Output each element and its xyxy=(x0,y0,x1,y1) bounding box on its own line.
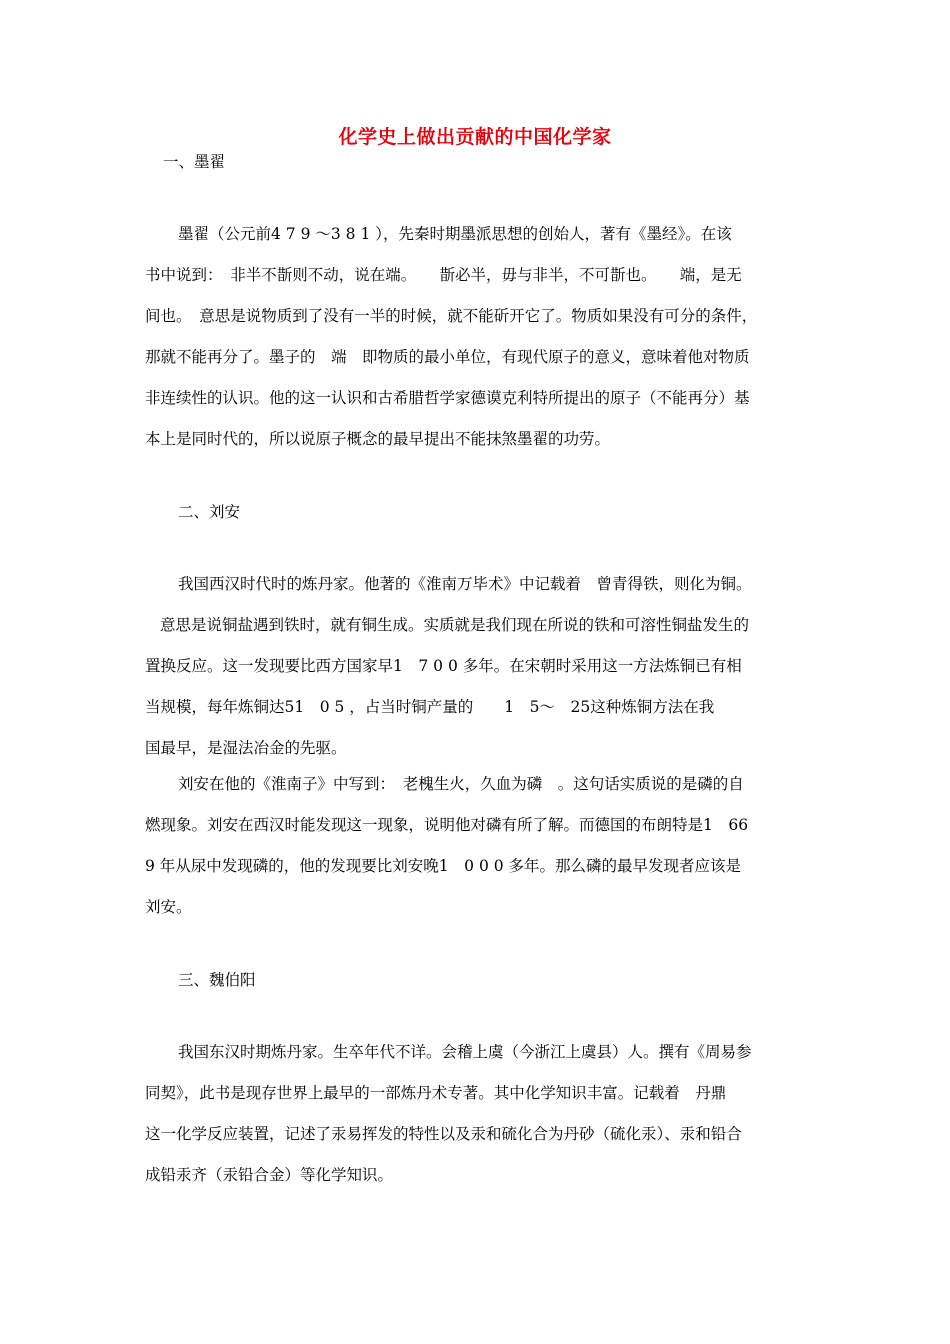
paragraph-line: 同契》，此书是现存世界上最早的一部炼丹术专著。其中化学知识丰富。记载着 丹鼎 xyxy=(145,1084,727,1102)
section-heading-1: 一、墨翟 xyxy=(163,153,226,171)
paragraph-line: 那就不能再分了。墨子的 端 即物质的最小单位，有现代原子的意义，意味着他对物质 xyxy=(145,348,750,366)
paragraph-line: 本上是同时代的，所以说原子概念的最早提出不能抹煞墨翟的功劳。 xyxy=(145,430,611,448)
paragraph-line: 我国西汉时代时的炼丹家。他著的《淮南万毕术》中记载着 曾青得铁，则化为铜。 xyxy=(178,575,752,593)
paragraph-line: 9 年从尿中发现磷的，他的发现要比刘安晚1 0 0 0 多年。那么磷的最早发现者应该是 xyxy=(145,857,742,875)
paragraph-line: 这一化学反应装置，记述了汞易挥发的特性以及汞和硫化合为丹砂（硫化汞）、汞和铅合 xyxy=(145,1125,742,1143)
section-heading-3: 三、魏伯阳 xyxy=(178,971,256,989)
paragraph-line: 意思是说铜盐遇到铁时，就有铜生成。实质就是我们现在所说的铁和可溶性铜盐发生的 xyxy=(160,616,750,634)
document-title: 化学史上做出贡献的中国化学家 xyxy=(338,126,612,148)
section-heading-2: 二、刘安 xyxy=(178,503,241,521)
paragraph-line: 刘安在他的《淮南子》中写到： 老槐生火，久血为磷 。这句话实质说的是磷的自 xyxy=(178,775,744,793)
paragraph-line: 国最早，是湿法冶金的先驱。 xyxy=(145,739,347,757)
paragraph-line: 刘安。 xyxy=(145,898,192,916)
paragraph-line: 非连续性的认识。他的这一认识和古希腊哲学家德谟克利特所提出的原子（不能再分）基 xyxy=(145,389,750,407)
paragraph-line: 置换反应。这一发现要比西方国家早1 7 0 0 多年。在宋朝时采用这一方法炼铜已有相 xyxy=(145,657,742,675)
paragraph-line: 书中说到： 非半不斮则不动，说在端。 斮必半，毋与非半，不可斮也。 端，是无 xyxy=(145,266,742,284)
paragraph-line: 成铅汞齐（汞铅合金）等化学知识。 xyxy=(145,1166,394,1184)
paragraph-line: 我国东汉时期炼丹家。生卒年代不详。会稽上虞（今浙江上虞县）人。撰有《周易参 xyxy=(178,1043,752,1061)
paragraph-line: 墨翟（公元前4 7 9 ～3 8 1 ），先秦时期墨派思想的创始人，著有《墨经》。在该 xyxy=(178,225,732,243)
paragraph-line: 燃现象。刘安在西汉时能发现这一现象，说明他对磷有所了解。而德国的布朗特是1 66 xyxy=(145,816,749,834)
paragraph-line: 当规模，每年炼铜达51 0 5 ，占当时铜产量的 1 5～ 25这种炼铜方法在我 xyxy=(145,698,715,716)
paragraph-line: 间也。 意思是说物质到了没有一半的时候，就不能斫开它了。物质如果没有可分的条件， xyxy=(145,307,758,325)
